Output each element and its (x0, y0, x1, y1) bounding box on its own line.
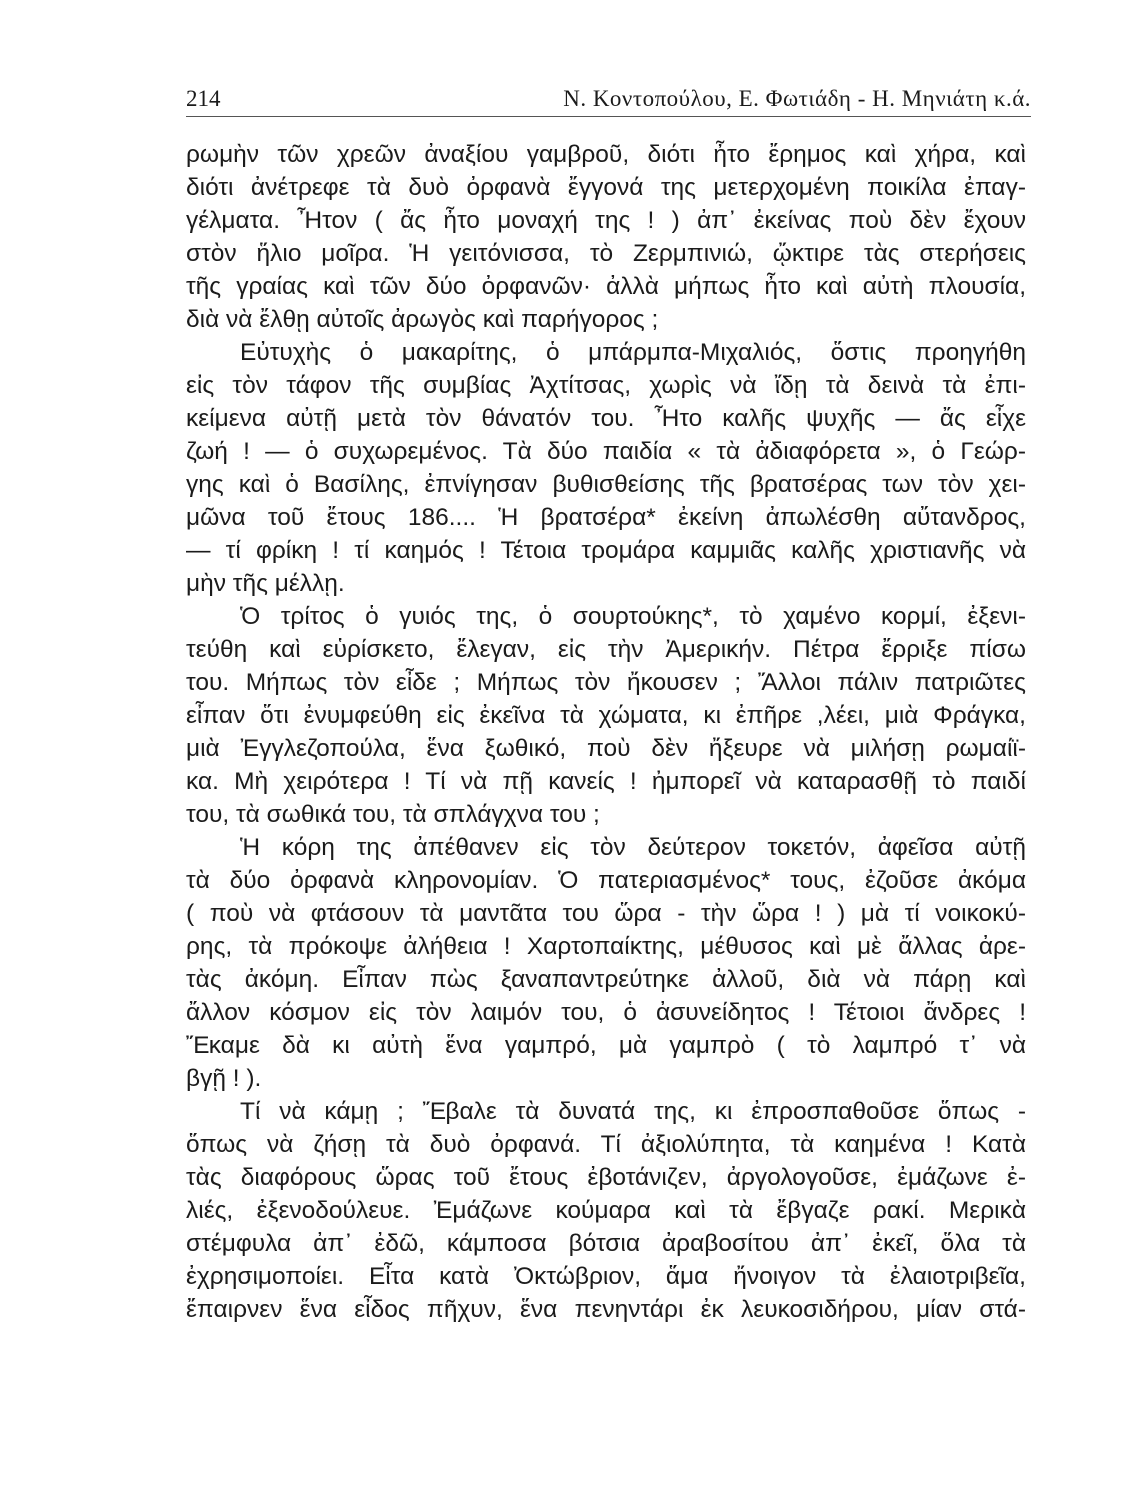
text-line: διότι ἀνέτρεφε τὰ δυὸ ὀρφανὰ ἔγγονά της μετερχομένη ποικίλα ἐπαγ- (186, 174, 1026, 201)
text-line: κείμενα αὐτῇ μετὰ τὸν θάνατόν του. Ἦτο καλῆς ψυχῆς — ἄς εἶχε (186, 405, 1026, 432)
text-line: βγῇ ! ). (186, 1065, 262, 1092)
text-line: ( ποὺ νὰ φτάσουν τὰ μαντᾶτα του ὥρα - τὴν ὥρα ! ) μὰ τί νοικοκύ- (186, 900, 1026, 927)
text-line: ἔπαιρνεν ἕνα εἶδος πῆχυν, ἕνα πενηντάρι ἐκ λευκοσιδήρου, μίαν στά- (186, 1296, 1026, 1323)
page-header (186, 80, 1031, 117)
text-line: στέμφυλα ἀπ᾽ ἐδῶ, κάμποσα βότσια ἀραβοσίτου ἀπ᾽ ἐκεῖ, ὅλα τὰ (186, 1230, 1026, 1257)
text-line: μὴν τῆς μέλλῃ. (186, 570, 345, 597)
text-line: Ὁ τρίτος ὁ γυιός της, ὁ σουρτούκης*, τὸ χαμένο κορμί, ἐξενι- (240, 603, 1026, 630)
running-head: Ν. Κοντοπούλου, Ε. Φωτιάδη - Η. Μηνιάτη κ.ά. (563, 86, 1031, 111)
text-line: — τί φρίκη ! τί καημός ! Τέτοια τρομάρα καμμιᾶς καλῆς χριστιανῆς νὰ (186, 537, 1026, 564)
text-line: λιές, ἐξενοδούλευε. Ἐμάζωνε κούμαρα καὶ τὰ ἔβγαζε ρακί. Μερικὰ (186, 1197, 1026, 1224)
text-line: τὰς ἀκόμη. Εἶπαν πὼς ξαναπαντρεύτηκε ἀλλοῦ, διὰ νὰ πάρῃ καὶ (186, 966, 1026, 993)
text-line: Τί νὰ κάμῃ ; Ἔβαλε τὰ δυνατά της, κι ἐπροσπαθοῦσε ὅπως - (240, 1098, 1026, 1125)
text-line: εἶπαν ὅτι ἐνυμφεύθη εἰς ἐκεῖνα τὰ χώματα, κι ἐπῆρε ,λέει, μιὰ Φράγκα, (186, 702, 1026, 729)
body-text (186, 138, 1026, 1326)
text-line: τὰς διαφόρους ὥρας τοῦ ἔτους ἐβοτάνιζεν, ἀργολογοῦσε, ἐμάζωνε ἐ- (186, 1164, 1026, 1191)
text-line: κα. Μὴ χειρότερα ! Τί νὰ πῇ κανείς ! ἠμπορεῖ νὰ καταρασθῇ τὸ παιδί (186, 768, 1026, 795)
page-number: 214 (186, 86, 221, 111)
text-line: τὰ δύο ὀρφανὰ κληρονομίαν. Ὁ πατεριασμένος* τους, ἐζοῦσε ἀκόμα (186, 867, 1026, 894)
text-line: γης καὶ ὁ Βασίλης, ἐπνίγησαν βυθισθείσης τῆς βρατσέρας των τὸν χει- (186, 471, 1026, 498)
text-line: μιὰ Ἐγγλεζοπούλα, ἕνα ξωθικό, ποὺ δὲν ἤξευρε νὰ μιλήσῃ ρωμαίϊ- (186, 735, 1026, 762)
text-line: ρωμὴν τῶν χρεῶν ἀναξίου γαμβροῦ, διότι ἦτο ἔρημος καὶ χήρα, καὶ (186, 141, 1026, 168)
text-line: Ἔκαμε δὰ κι αὐτὴ ἕνα γαμπρό, μὰ γαμπρὸ ( τὸ λαμπρό τ᾽ νὰ (186, 1032, 1026, 1059)
text-line: ἐχρησιμοποίει. Εἶτα κατὰ Ὀκτώβριον, ἅμα ἤνοιγον τὰ ἐλαιοτριβεῖα, (186, 1263, 1026, 1290)
text-line: ζωή ! — ὁ συχωρεμένος. Τὰ δύο παιδία « τὰ ἀδιαφόρετα », ὁ Γεώρ- (186, 438, 1026, 465)
text-line: διὰ νὰ ἔλθῃ αὐτοῖς ἀρωγὸς καὶ παρήγορος ; (186, 306, 659, 333)
text-line: τεύθη καὶ εὑρίσκετο, ἔλεγαν, εἰς τὴν Ἀμερικήν. Πέτρα ἔρριξε πίσω (186, 636, 1026, 663)
text-line: Εὐτυχὴς ὁ μακαρίτης, ὁ μπάρμπα-Μιχαλιός, ὅστις προηγήθη (240, 339, 1026, 366)
text-line: ἄλλον κόσμον εἰς τὸν λαιμόν του, ὁ ἀσυνείδητος ! Τέτοιοι ἄνδρες ! (186, 999, 1026, 1026)
text-line: στὸν ἥλιο μοῖρα. Ἡ γειτόνισσα, τὸ Ζερμπινιώ, ᾤκτιρε τὰς στερήσεις (186, 240, 1026, 267)
text-line: μῶνα τοῦ ἔτους 186.... Ἡ βρατσέρα* ἐκείνη ἀπωλέσθη αὔτανδρος, (186, 504, 1026, 531)
text-line: Ἡ κόρη της ἀπέθανεν εἰς τὸν δεύτερον τοκετόν, ἀφεῖσα αὐτῇ (240, 834, 1026, 861)
text-line: του. Μήπως τὸν εἶδε ; Μήπως τὸν ἤκουσεν ; Ἄλλοι πάλιν πατριῶτες (186, 669, 1026, 696)
text-line: γέλματα. Ἦτον ( ἄς ἦτο μοναχή της ! ) ἀπ᾽ ἐκείνας ποὺ δὲν ἔχουν (186, 207, 1026, 234)
text-line: ρης, τὰ πρόκοψε ἀλήθεια ! Χαρτοπαίκτης, μέθυσος καὶ μὲ ἄλλας ἀρε- (186, 933, 1026, 960)
text-line: του, τὰ σωθικά του, τὰ σπλάγχνα του ; (186, 801, 600, 828)
text-line: εἰς τὸν τάφον τῆς συμβίας Ἀχτίτσας, χωρὶς νὰ ἴδῃ τὰ δεινὰ τὰ ἐπι- (186, 372, 1026, 399)
text-line: τῆς γραίας καὶ τῶν δύο ὀρφανῶν· ἀλλὰ μήπως ἦτο καὶ αὐτὴ πλουσία, (186, 273, 1026, 300)
text-line: ὅπως νὰ ζήσῃ τὰ δυὸ ὀρφανά. Τί ἀξιολύπητα, τὰ καημένα ! Κατὰ (186, 1131, 1026, 1158)
